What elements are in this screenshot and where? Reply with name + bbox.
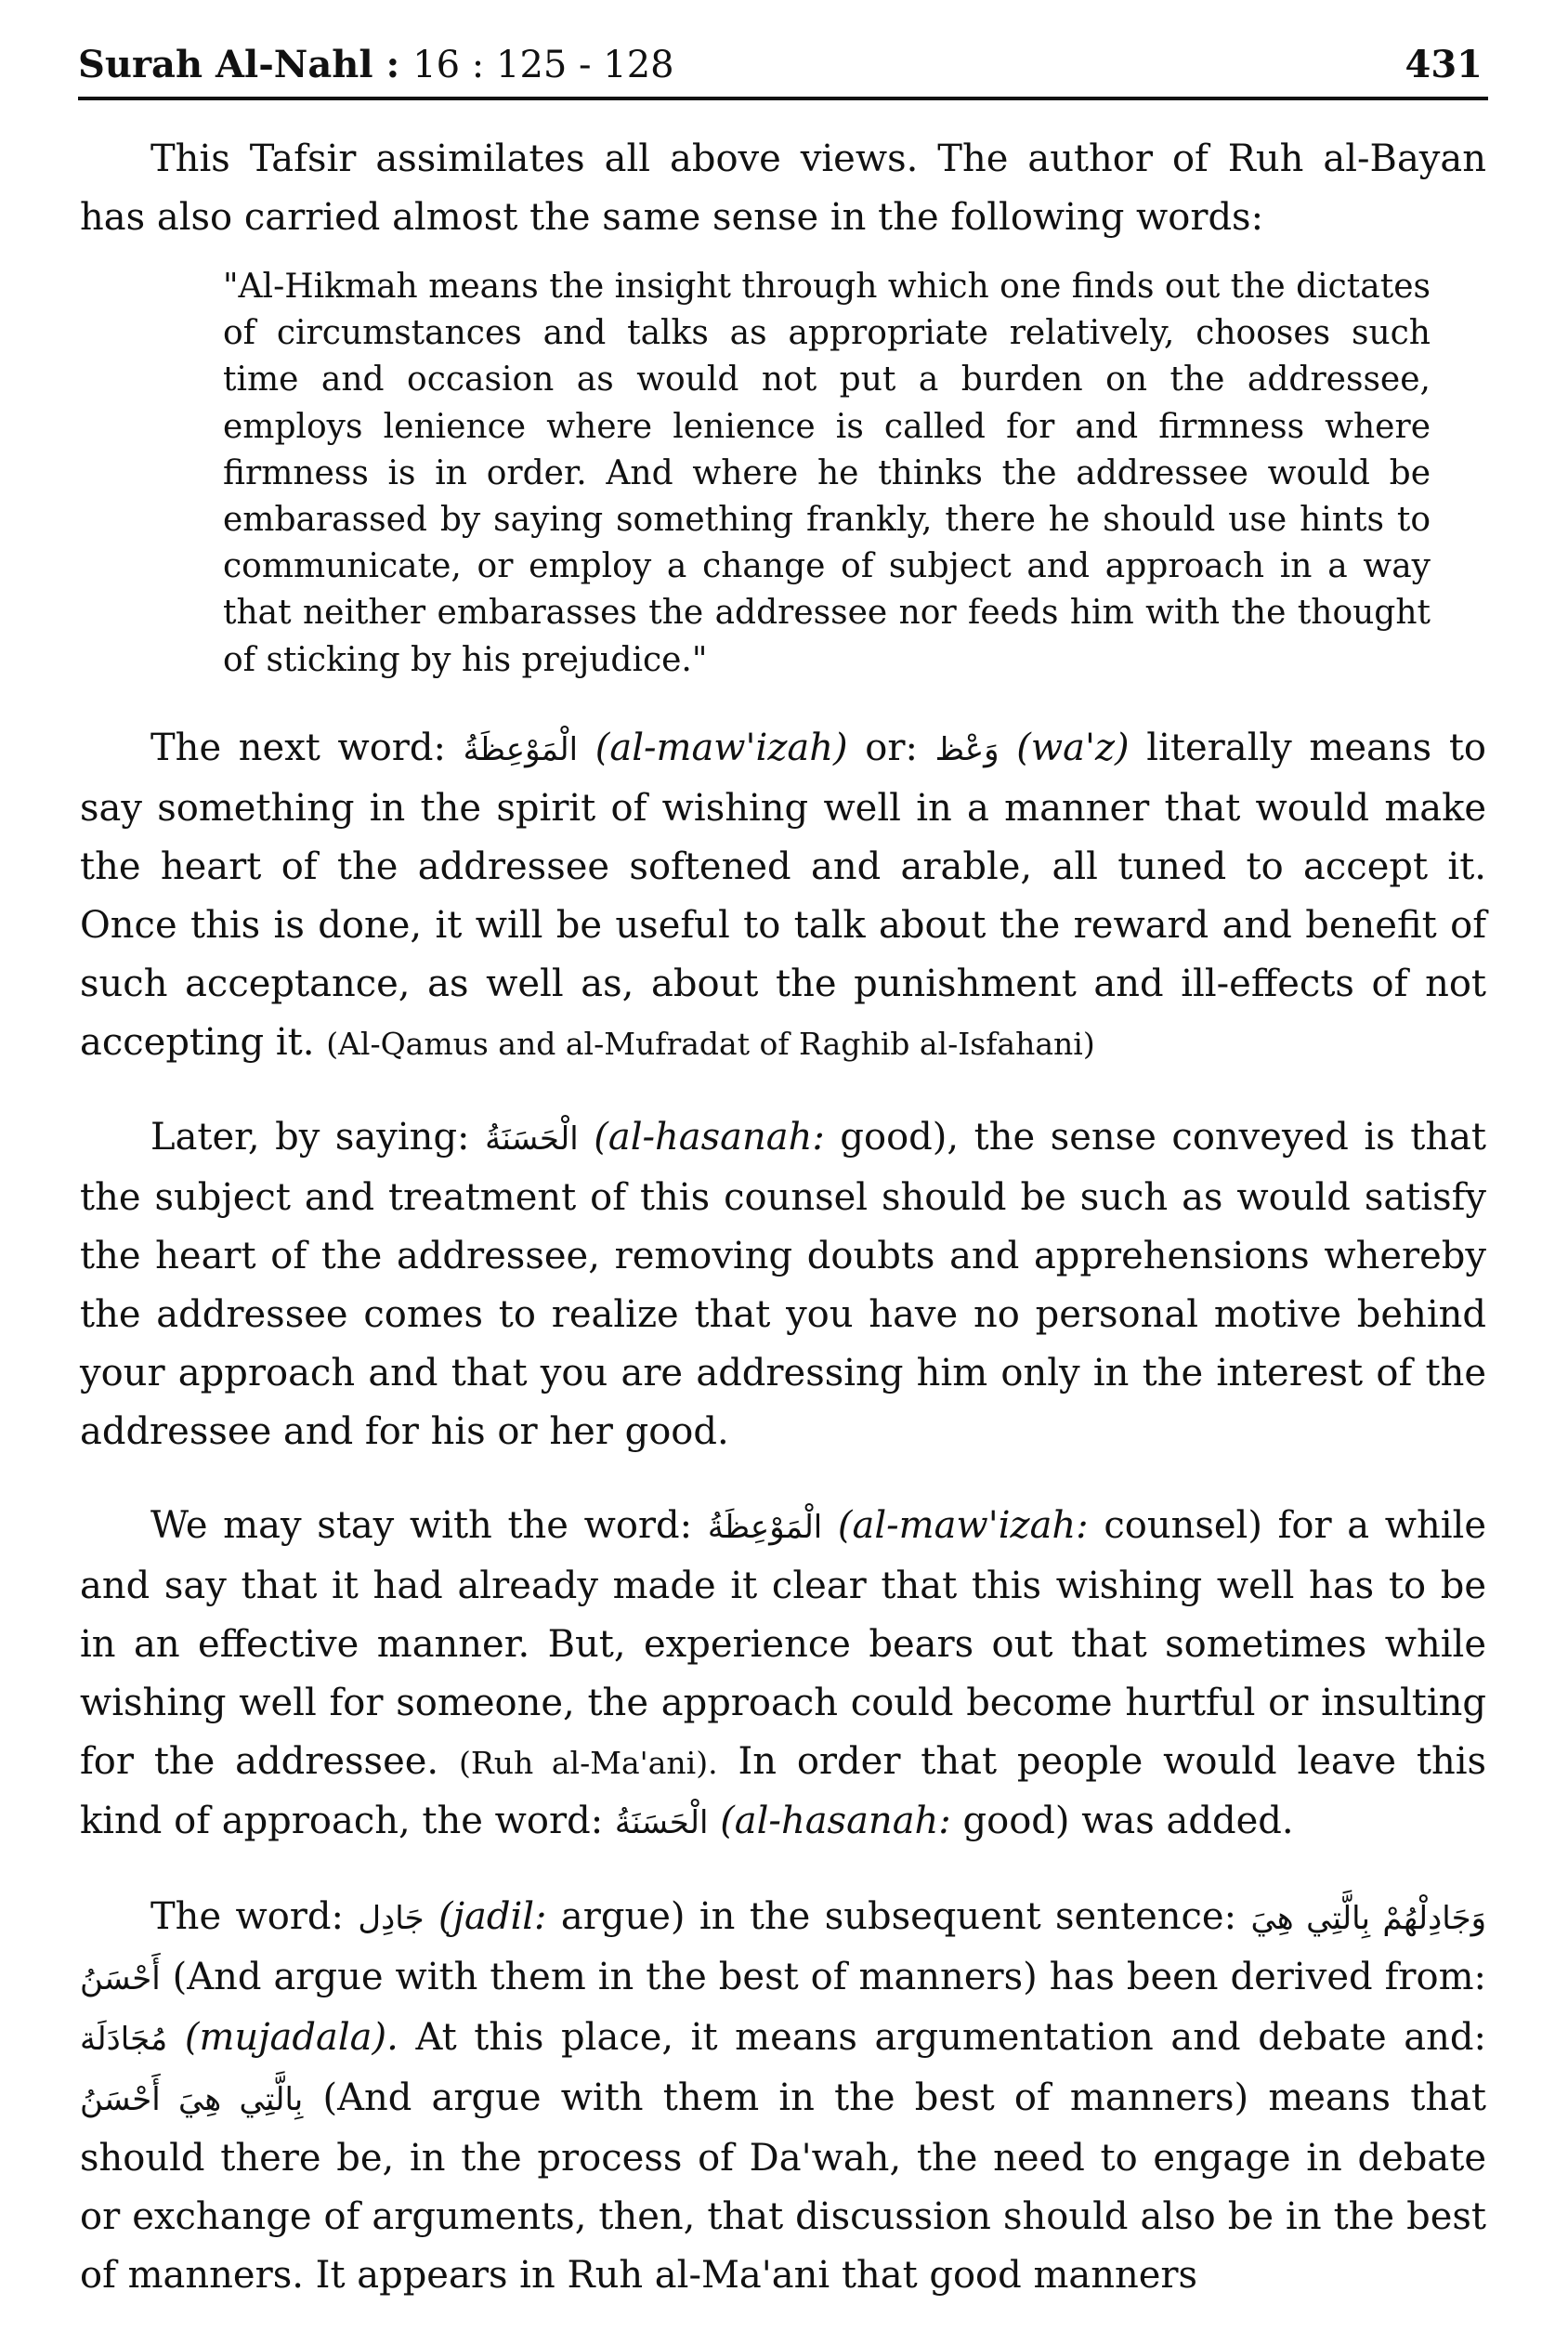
paragraph-5 xyxy=(80,1888,1486,2305)
arabic-term: الْمَوْعِظَةُ xyxy=(707,1508,823,1546)
verse-reference: 16 : 125 - 128 xyxy=(412,44,674,86)
text: good) was added. xyxy=(962,1799,1294,1842)
transliteration: (al-maw'izah) xyxy=(595,726,848,769)
arabic-verse: بِالَّتِي هِيَ أَحْسَنُ xyxy=(80,2080,304,2118)
text: good), the sense conveyed is that the subject and treatment of this counsel should be such as would satisfy the heart of the addressee, removing doubts and apprehensions whereby the addressee comes to realize that you have no personal motive behind your approach and that you are addressing him only in the interest of the addressee and for his or her good. xyxy=(80,1115,1487,1453)
arabic-term: الْحَسَنَةُ xyxy=(485,1120,579,1158)
text: In order that people would leave this kind of approach, the word: xyxy=(80,1739,1487,1842)
text: argue) in the subsequent sentence: xyxy=(560,1894,1237,1938)
text: Later, by saying: xyxy=(150,1115,470,1159)
text: (And argue with them in the best of manners) has been derived from: xyxy=(172,1955,1486,1998)
running-header xyxy=(78,35,1488,93)
surah-title xyxy=(78,43,674,86)
arabic-term: مُجَادَلَة xyxy=(80,2020,168,2058)
transliteration: (al-hasanah: xyxy=(594,1115,825,1159)
text: (And argue with them in the best of manners) means that should there be, in the process of Da'wah, the need to engage in debate or exchange of arguments, then, that discussion should also be in the best of manners. It appears in Ruh al-Ma'ani that good manners xyxy=(80,2076,1487,2297)
text: At this place, it means argumentation and debate and: xyxy=(415,2015,1487,2059)
text: literally means to say something in the spirit of wishing well in a manner that would make the heart of the addressee softened and arable, all tuned to accept it. Once this is done, it will be useful to talk about the reward and benefit of such acceptance, as well as, about the punishment and ill-effects of not accepting it. xyxy=(80,726,1486,1064)
arabic-term: جَادِل xyxy=(358,1899,425,1937)
text: The word: xyxy=(150,1894,345,1938)
transliteration: (al-maw'izah: xyxy=(837,1503,1089,1547)
text: The next word: xyxy=(150,726,447,769)
paragraph-4 xyxy=(80,1497,1486,1853)
paragraph-2 xyxy=(80,719,1486,1073)
transliteration: (jadil: xyxy=(438,1894,547,1938)
header-rule xyxy=(78,97,1488,100)
citation: (Ruh al-Ma'ani). xyxy=(459,1744,718,1781)
transliteration: (mujadala). xyxy=(184,2015,399,2059)
citation: (Al-Qamus and al-Mufradat of Raghib al-Isfahani) xyxy=(326,1025,1095,1062)
block-quote: "Al-Hikmah means the insight through which one finds out the dictates of circumstances and talks as appropriate relatively, chooses such time and occasion as would not put a burden on the addressee, employs lenience where lenience is called for and firmness where firmness is in order. And where he thinks the addressee would be embarassed by saying something frankly, there he should use hints to communicate, or employ a change of subject and approach in a way that neither embarasses the addressee nor feeds him with the thought of sticking by his prejudice." xyxy=(223,268,1431,679)
paragraph-1: This Tafsir assimilates all above views. The author of Ruh al-Bayan has also carried almost the same sense in the following words: xyxy=(80,138,1486,239)
page-number: 431 xyxy=(1405,43,1483,86)
transliteration: (al-hasanah: xyxy=(720,1799,951,1842)
arabic-term: وَعْظ xyxy=(934,730,1000,768)
arabic-verse: وَجَادِلْهُمْ بِالَّتِي هِيَ أَحْسَنُ xyxy=(80,1899,1487,1997)
arabic-term: الْمَوْعِظَةُ xyxy=(463,730,579,768)
page-body xyxy=(80,130,1486,2305)
paragraph-3 xyxy=(80,1108,1486,1461)
surah-name: Surah Al-Nahl : xyxy=(78,43,400,86)
text: or: xyxy=(865,726,918,769)
transliteration: (wa'z) xyxy=(1016,726,1130,769)
text: We may stay with the word: xyxy=(150,1503,693,1547)
text: counsel) for a while and say that it had already made it clear that this wishing well has to be in an effective manner. But, experience bears out that sometimes while wishing well for someone, the approach could become hurtful or insulting for the addressee. xyxy=(80,1503,1487,1783)
arabic-term: الْحَسَنَةُ xyxy=(614,1803,709,1841)
